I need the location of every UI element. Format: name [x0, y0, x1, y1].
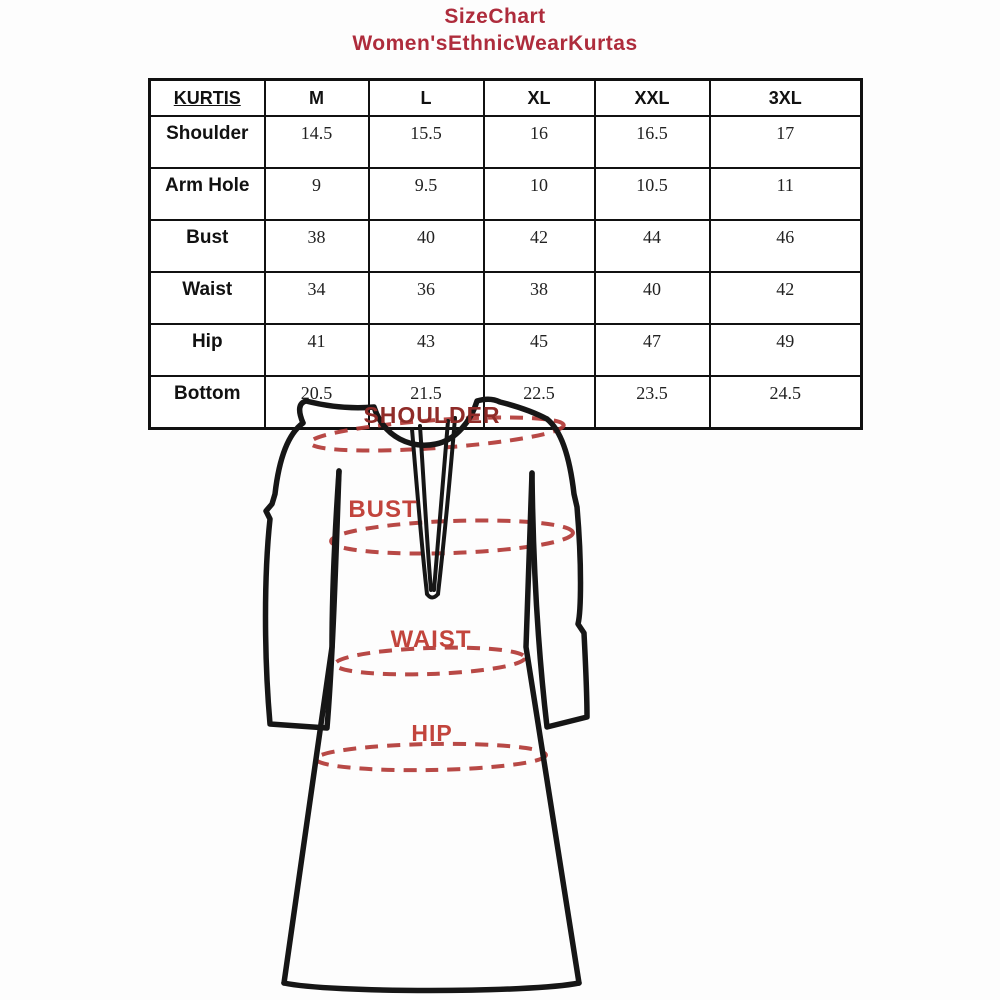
title-line-2: Women'sEthnicWearKurtas — [352, 32, 638, 55]
size-cell: 9 — [265, 168, 369, 220]
size-cell: 42 — [710, 272, 862, 324]
size-cell: 40 — [595, 272, 710, 324]
size-cell: 15.5 — [369, 116, 484, 168]
size-cell: 14.5 — [265, 116, 369, 168]
size-cell: 38 — [484, 272, 595, 324]
size-cell: 43 — [369, 324, 484, 376]
size-cell: 42 — [484, 220, 595, 272]
size-cell: 49 — [710, 324, 862, 376]
size-cell: 20.5 — [265, 376, 369, 429]
bust-label: BUST — [348, 496, 418, 523]
table-row-shoulder — [150, 116, 862, 168]
size-cell: 46 — [710, 220, 862, 272]
col-header-3xl: 3XL — [710, 80, 862, 117]
col-header-m: M — [265, 80, 369, 117]
row-label: Shoulder — [150, 116, 265, 168]
size-cell: 23.5 — [595, 376, 710, 429]
hip-dash-ellipse — [316, 742, 546, 772]
size-cell: 24.5 — [710, 376, 862, 429]
right-sleeve-path — [532, 419, 587, 727]
table-row-waist — [150, 272, 862, 324]
table-row-armhole — [150, 168, 862, 220]
size-cell: 45 — [484, 324, 595, 376]
size-cell: 22.5 — [484, 376, 595, 429]
col-header-l: L — [369, 80, 484, 117]
row-label: Hip — [150, 324, 265, 376]
size-cell: 10 — [484, 168, 595, 220]
size-chart-table — [148, 78, 863, 430]
size-cell: 41 — [265, 324, 369, 376]
col-header-xxl: XXL — [595, 80, 710, 117]
hem-path — [284, 983, 579, 991]
row-label: Bust — [150, 220, 265, 272]
header-row — [150, 80, 862, 117]
page-title — [0, 3, 990, 57]
size-cell: 44 — [595, 220, 710, 272]
size-cell: 16 — [484, 116, 595, 168]
title-line-1: SizeChart — [444, 5, 546, 28]
hip-label: HIP — [411, 720, 453, 746]
row-label: Arm Hole — [150, 168, 265, 220]
row-label: Waist — [150, 272, 265, 324]
size-cell: 10.5 — [595, 168, 710, 220]
col-header-xl: XL — [484, 80, 595, 117]
table-row-hip — [150, 324, 862, 376]
col-header-kurtis: KURTIS — [150, 80, 265, 117]
row-label: Bottom — [150, 376, 265, 429]
size-cell: 9.5 — [369, 168, 484, 220]
size-cell: 21.5 — [369, 376, 484, 429]
size-cell: 36 — [369, 272, 484, 324]
shoulder-label: SHOULDER — [363, 402, 501, 428]
size-cell: 34 — [265, 272, 369, 324]
size-cell: 47 — [595, 324, 710, 376]
kurta-measurement-diagram — [230, 393, 650, 1000]
kurta-outline — [266, 399, 588, 990]
size-cell: 40 — [369, 220, 484, 272]
size-cell: 38 — [265, 220, 369, 272]
size-cell: 11 — [710, 168, 862, 220]
size-cell: 17 — [710, 116, 862, 168]
size-cell: 16.5 — [595, 116, 710, 168]
waist-label: WAIST — [390, 626, 472, 653]
table-row-bust — [150, 220, 862, 272]
